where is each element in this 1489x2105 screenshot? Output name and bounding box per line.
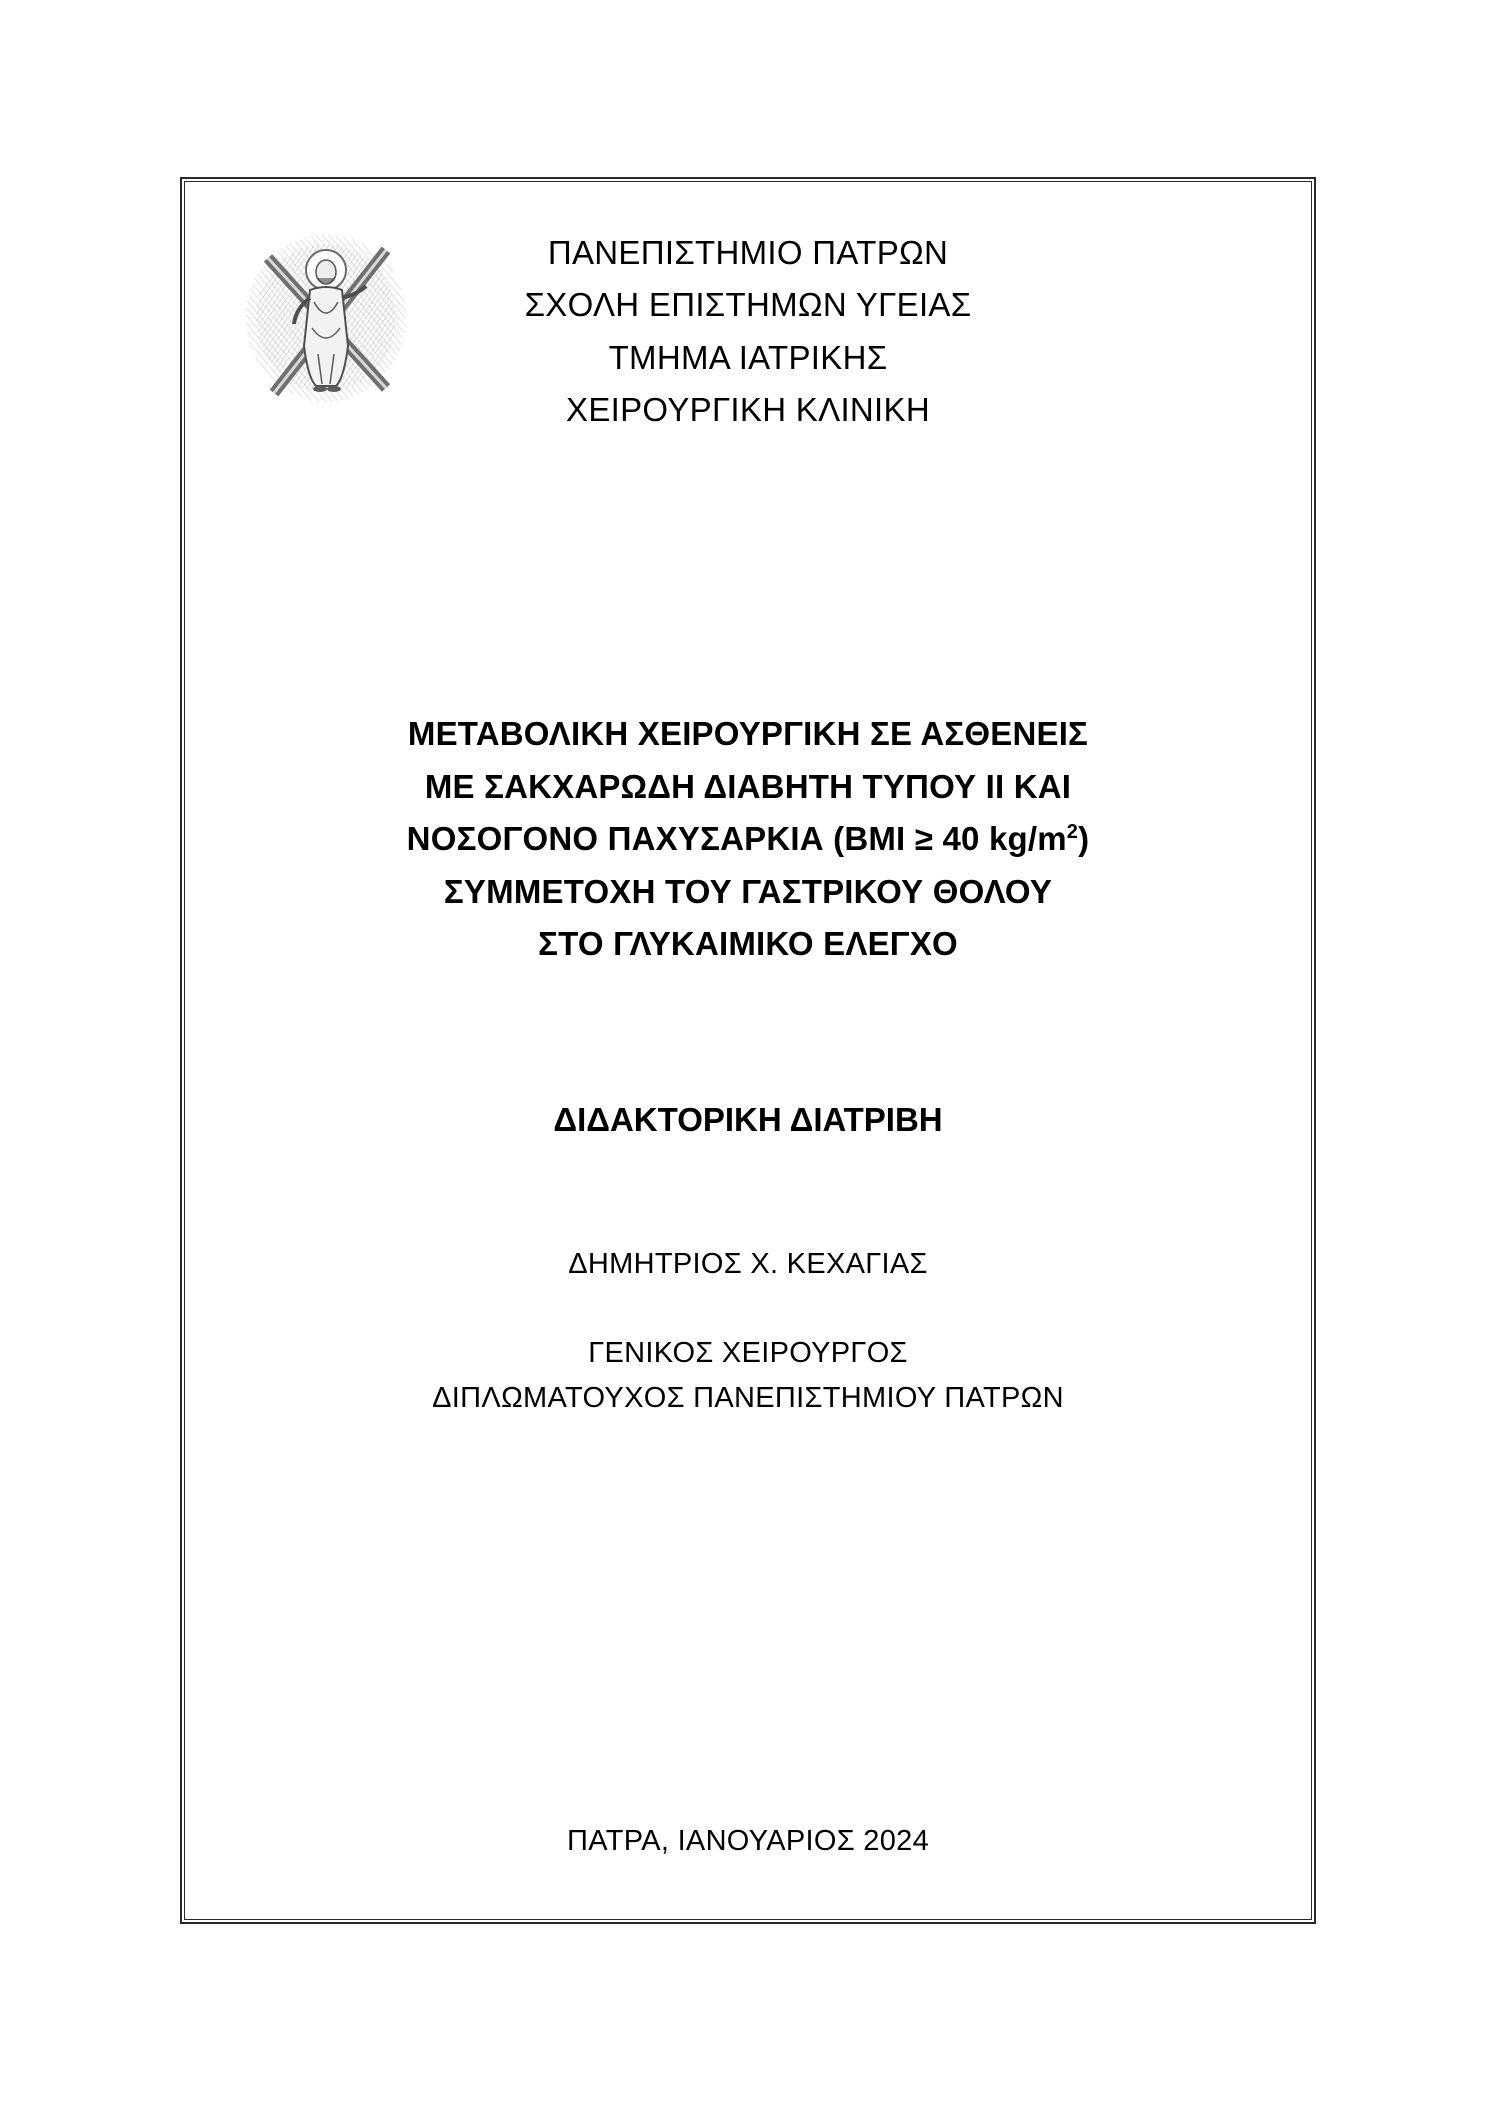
thesis-title-line-1: ΜΕΤΑΒΟΛΙΚΗ ΧΕΙΡΟΥΡΓΙΚΗ ΣΕ ΑΣΘΕΝΕΙΣ xyxy=(407,715,1089,752)
superscript-two: 2 xyxy=(1066,821,1079,843)
author-degree: ΔΙΠΛΩΜΑΤΟΥΧΟΣ ΠΑΝΕΠΙΣΤΗΜΙΟΥ ΠΑΤΡΩΝ xyxy=(432,1382,1064,1414)
author-name: ΔΗΜΗΤΡΙΟΣ Χ. ΚΕΧΑΓΙΑΣ xyxy=(568,1248,928,1280)
department-name: ΤΜΗΜΑ ΙΑΤΡΙΚΗΣ xyxy=(608,339,888,376)
clinic-name: ΧΕΙΡΟΥΡΓΙΚΗ ΚΛΙΝΙΚΗ xyxy=(566,391,930,428)
thesis-title-line-5: ΣΤΟ ΓΛΥΚΑΙΜΙΚΟ ΕΛΕΓΧΟ xyxy=(538,925,958,962)
author-specialty: ΓΕΝΙΚΟΣ ΧΕΙΡΟΥΡΓΟΣ xyxy=(588,1337,908,1369)
thesis-title-line-2: ΜΕ ΣΑΚΧΑΡΩΔΗ ΔΙΑΒΗΤΗ ΤΥΠΟΥ ΙΙ ΚΑΙ xyxy=(424,768,1072,805)
place-and-date: ΠΑΤΡΑ, ΙΑΝΟΥΑΡΙΟΣ 2024 xyxy=(566,1825,930,1857)
page-border-inner xyxy=(184,181,1312,1920)
thesis-title-line-3: ΝΟΣΟΓΟΝΟ ΠΑΧΥΣΑΡΚΙΑ (BMI ≥ 40 $kg/m^2$) xyxy=(406,820,1090,857)
thesis-title-line-4: ΣΥΜΜΕΤΟΧΗ ΤΟΥ ΓΑΣΤΡΙΚΟΥ ΘΟΛΟΥ xyxy=(443,873,1053,910)
document-type: ΔΙΔΑΚΤΟΡΙΚΗ ΔΙΑΤΡΙΒΗ xyxy=(553,1101,943,1138)
university-name: ΠΑΝΕΠΙΣΤΗΜΙΟ ΠΑΤΡΩΝ xyxy=(547,234,949,271)
school-name: ΣΧΟΛΗ ΕΠΙΣΤΗΜΩΝ ΥΓΕΙΑΣ xyxy=(524,286,972,323)
